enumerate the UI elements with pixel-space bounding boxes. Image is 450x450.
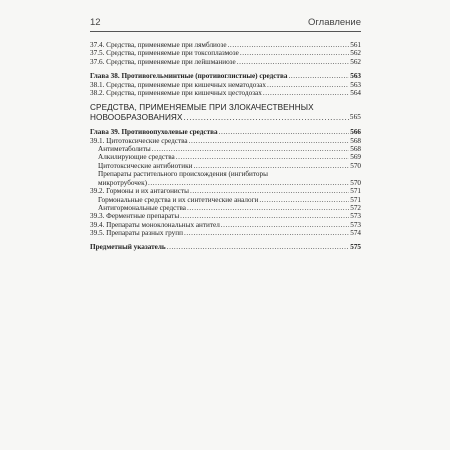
- toc-section: [90, 103, 361, 122]
- toc-subentry: Антиметаболиты ..... 568: [90, 145, 361, 153]
- leader-dots: [221, 221, 349, 229]
- leader-dots: [187, 204, 349, 212]
- table-of-contents: [90, 41, 361, 251]
- toc-entry: 39.1. Цитотоксические средства ..... 568: [90, 137, 361, 145]
- toc-page: 564: [350, 89, 361, 98]
- toc-entry: 39.2. Гормоны и их антагонисты ..... 571: [90, 187, 361, 195]
- section-title-line-2: НОВООБРАЗОВАНИЯХ: [90, 112, 183, 122]
- section-title-line-1: СРЕДСТВА, ПРИМЕНЯЕМЫЕ ПРИ ЗЛОКАЧЕСТВЕННЫХ: [90, 103, 314, 113]
- leader-dots: [237, 58, 350, 66]
- leader-dots: [267, 81, 349, 89]
- leader-dots: [193, 162, 349, 170]
- leader-dots: [152, 145, 349, 153]
- leader-dots: [219, 129, 350, 137]
- toc-entry: 39.3. Ферментные препараты ..... 573: [90, 212, 361, 220]
- toc-entry: 37.4. Средства, применяемые при лямблиозе ..... 561: [90, 41, 361, 49]
- toc-page: 568: [350, 136, 361, 145]
- toc-page: 563: [350, 80, 361, 89]
- toc-entry: 39.4. Препараты моноклональных антител ..... 573: [90, 221, 361, 229]
- leader-dots: [190, 188, 349, 196]
- toc-page: 562: [350, 49, 361, 58]
- toc-entry: 38.1. Средства, применяемые при кишечных нематодозах ..... 563: [90, 81, 361, 89]
- page-number: 12: [90, 17, 101, 28]
- toc-page: 573: [350, 220, 361, 229]
- running-header: [90, 15, 361, 32]
- toc-page: 571: [350, 195, 361, 204]
- leader-dots: [148, 179, 349, 187]
- leader-dots: [288, 73, 349, 81]
- leader-dots: [167, 243, 350, 251]
- toc-page: 563: [350, 72, 361, 81]
- toc-page: 573: [350, 212, 361, 221]
- leader-dots: [189, 137, 350, 145]
- toc-page: 575: [350, 242, 361, 251]
- leader-dots: [263, 89, 349, 97]
- toc-entry: 37.5. Средства, применяемые при токсоплазмозе ..... 562: [90, 49, 361, 57]
- toc-entry: 38.2. Средства, применяемые при кишечных цестодозах ..... 564: [90, 89, 361, 97]
- toc-page: 568: [350, 145, 361, 154]
- toc-page: 566: [350, 128, 361, 137]
- toc-entry: 39.5. Препараты разных групп ..... 574: [90, 229, 361, 237]
- toc-index: Предметный указатель ..... 575: [90, 243, 361, 251]
- toc-page: 569: [350, 153, 361, 162]
- toc-page: 572: [350, 203, 361, 212]
- toc-subentry: Цитотоксические антибиотики ..... 570: [90, 162, 361, 170]
- toc-page: 570: [350, 161, 361, 170]
- leader-dots: [259, 196, 349, 204]
- leader-dots: [184, 114, 349, 122]
- leader-dots: [228, 41, 350, 49]
- toc-entry: 37.6. Средства, применяемые при лейшманиозе ..... 562: [90, 58, 361, 66]
- toc-page: 561: [350, 41, 361, 49]
- leader-dots: [240, 50, 349, 58]
- toc-page: 565: [349, 112, 361, 121]
- toc-page: 574: [350, 229, 361, 238]
- leader-dots: [184, 230, 349, 238]
- toc-chapter: Глава 38. Противогельминтные (противоглистные) средства ..... 563: [90, 72, 361, 80]
- toc-subentry: Гормональные средства и их синтетические аналоги ..... 571: [90, 196, 361, 204]
- toc-page: 571: [350, 187, 361, 196]
- toc-subentry: Антигормональные средства ..... 572: [90, 204, 361, 212]
- running-title: Оглавление: [308, 17, 361, 28]
- toc-chapter: Глава 39. Противоопухолевые средства ..... 566: [90, 128, 361, 136]
- leader-dots: [176, 154, 349, 162]
- toc-page: 562: [350, 57, 361, 66]
- leader-dots: [180, 213, 349, 221]
- toc-subentry: Алкилирующие средства ..... 569: [90, 153, 361, 161]
- toc-page: 570: [350, 178, 361, 187]
- toc-subentry: Препараты растительного происхождения (ингибиторы микротрубочек) ..... 570: [90, 170, 361, 187]
